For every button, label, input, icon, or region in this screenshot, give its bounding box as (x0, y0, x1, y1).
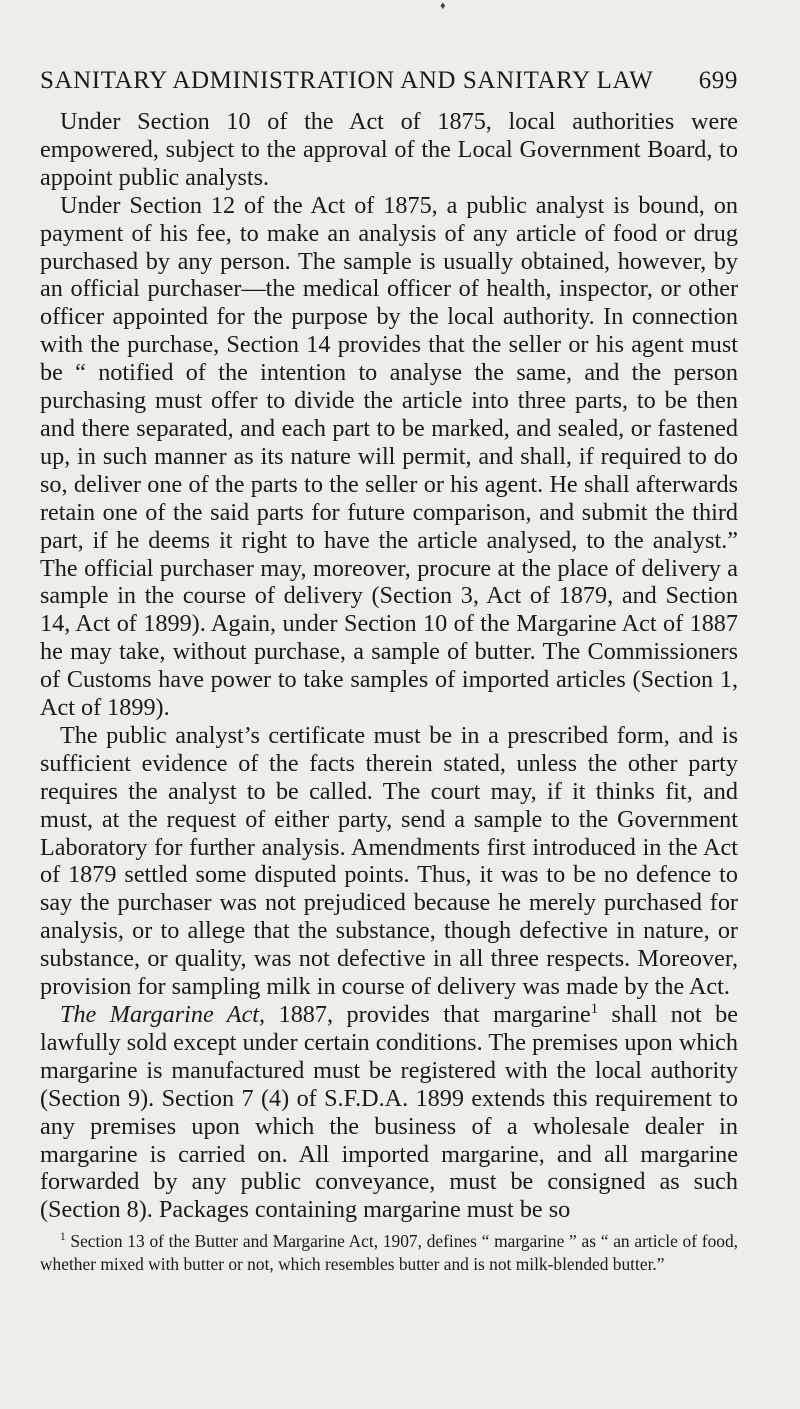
running-head (40, 66, 738, 96)
footnote-reference: 1 (590, 1000, 599, 1017)
top-mark: ♦ (440, 0, 446, 12)
paragraph-2: Under Section 12 of the Act of 1875, a public analyst is bound, on payment of his fee, to make an analysis of any article of food or drug purchased by any person. The sample is usually obtained, however, by an official purchaser—the medical officer of health, inspector, or other officer appointed for the purpose by the local authority. In connection with the purchase, Section 14 provides that the seller or his agent must be “ notified of the intention to analyse the same, and the person purchasing must offer to divide the article into three parts, to be then and there separated, and each part to be marked, and sealed, or fastened up, in such manner as its nature will permit, and shall, if required to do so, deliver one of the parts to the seller or his agent. He shall afterwards retain one of the said parts for future comparison, and submit the third part, if he deems it right to have the article analysed, to the analyst.” The official purchaser may, moreover, procure at the place of delivery a sample in the course of delivery (Section 3, Act of 1879, and Section 14, Act of 1899). Again, under Section 10 of the Margarine Act of 1887 he may take, without purchase, a sample of butter. The Commissioners of Customs have power to take samples of imported articles (Section 1, Act of 1899). (40, 191, 738, 722)
paragraph-4-text-a: 1887, provides that margarine (265, 1001, 591, 1028)
paragraph-4-text-b: shall not be lawfully sold except under certain conditions. The premises upon which margarine is manufactured must be registered with the local authority (Section 9). Section 7 (4) of S.F.D.A. 1899 extends this requirement to any premises upon which the business of a wholesale dealer in margarine is carried on. All imported margarine, and all margarine forwarded by any public conveyance, must be consigned as such (Section 8). Packages containing margarine must be so (40, 1001, 739, 1224)
footnote (40, 1230, 738, 1276)
page-number: 699 (698, 67, 738, 94)
paragraph-1: Under Section 10 of the Act of 1875, local authorities were empowered, subject to the approval of the Local Government Board, to appoint public analysts. (40, 108, 738, 191)
italic-lead: The Margarine Act, (60, 1001, 266, 1028)
body-text (40, 108, 738, 1224)
paragraph-4 (40, 1001, 738, 1224)
paragraph-3: The public analyst’s certificate must be in a prescribed form, and is sufficient evidence of the facts therein stated, unless the other party requires the analyst to be called. The court may, if it thinks fit, and must, at the request of either party, send a sample to the Government Laboratory for further analysis. Amendments first introduced in the Act of 1879 settled some disputed points. Thus, it was to be no defence to say the purchaser was not prejudiced because he merely purchased for analysis, or to allege that the substance, though defective in nature, or substance, or quality, was not defective in all three respects. Moreover, provision for sampling milk in course of delivery was made by the Act. (40, 721, 738, 1001)
running-title: SANITARY ADMINISTRATION AND SANITARY LAW (40, 67, 654, 94)
footnote-text: Section 13 of the Butter and Margarine Act, 1907, defines “ margarine ” as “ an article of food, whether mixed with butter or not, which resembles butter and is not milk-blended butter.” (40, 1231, 738, 1275)
footnote-marker: 1 (60, 1231, 66, 1244)
